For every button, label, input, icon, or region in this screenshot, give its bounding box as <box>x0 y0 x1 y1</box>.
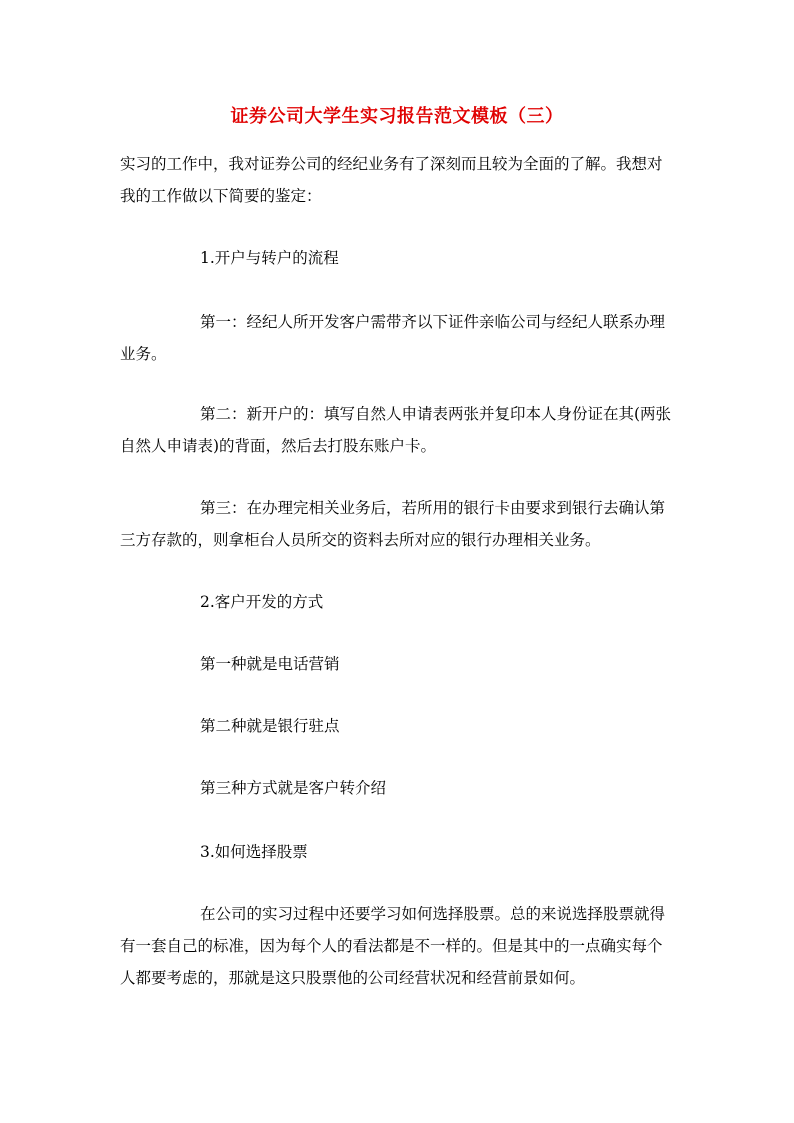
method1-line: 第一种就是电话营销 <box>200 655 340 673</box>
intro-paragraph: 实习的工作中，我对证券公司的经纪业务有了深刻而且较为全面的了解。我想对我的工作做以下简要的鉴定： <box>120 155 663 205</box>
step3-paragraph: 第三：在办理完相关业务后，若所用的银行卡由要求到银行去确认第三方存款的，则拿柜台人员所交的资料去所对应的银行办理相关业务。 <box>120 499 666 549</box>
document-title: 证券公司大学生实习报告范文模板（三） <box>230 106 564 127</box>
step2-paragraph: 第二：新开户的：填写自然人申请表两张并复印本人身份证在其(两张自然人申请表)的背面，然后去打股东账户卡。 <box>120 405 672 455</box>
section3-paragraph: 在公司的实习过程中还要学习如何选择股票。总的来说选择股票就得有一套自己的标准，因为每个人的看法都是不一样的。但是其中的一点确实每个人都要考虑的，那就是这只股票他的公司经营状况和经营前景如何。 <box>120 905 666 987</box>
method3-line: 第三种方式就是客户转介绍 <box>200 779 387 797</box>
section3-heading: 3.如何选择股票 <box>200 843 308 861</box>
section1-heading: 1.开户与转户的流程 <box>200 249 339 267</box>
section2-heading: 2.客户开发的方式 <box>200 593 324 611</box>
step1-paragraph: 第一：经纪人所开发客户需带齐以下证件亲临公司与经纪人联系办理业务。 <box>120 313 666 363</box>
method2-line: 第二种就是银行驻点 <box>200 717 340 735</box>
